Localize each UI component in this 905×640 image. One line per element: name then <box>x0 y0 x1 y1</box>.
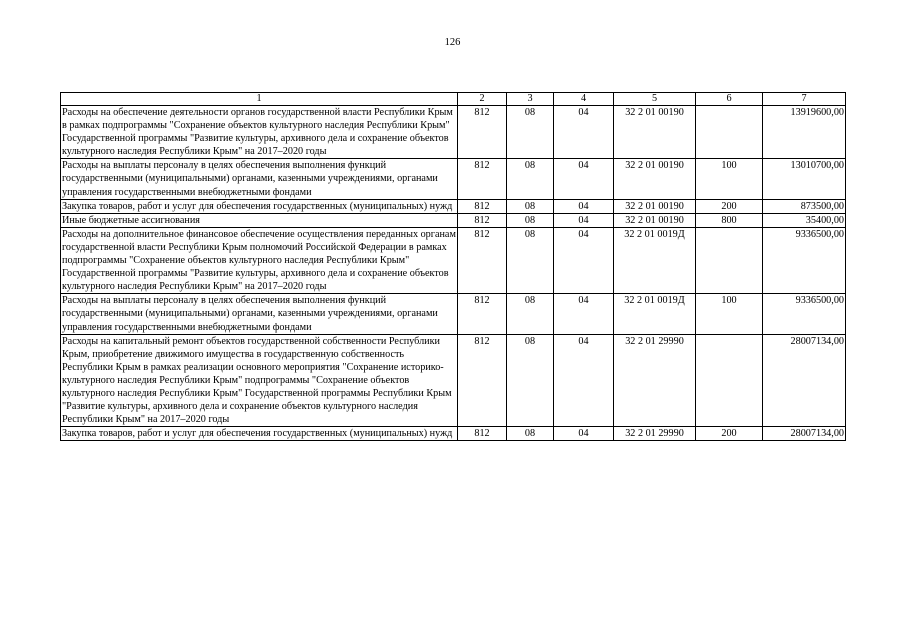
subsection-code: 04 <box>554 427 614 441</box>
table-row <box>61 213 846 227</box>
table-row <box>61 227 846 293</box>
table-row <box>61 159 846 199</box>
section-code: 08 <box>507 199 554 213</box>
target-article-code: 32 2 01 00190 <box>614 159 696 199</box>
amount: 35400,00 <box>763 213 846 227</box>
subsection-code: 04 <box>554 199 614 213</box>
header-col-7: 7 <box>763 93 846 106</box>
expense-name: Закупка товаров, работ и услуг для обеспечения государственных (муниципальных) нужд <box>61 199 458 213</box>
expense-name: Иные бюджетные ассигнования <box>61 213 458 227</box>
expense-type-code <box>696 334 763 427</box>
amount: 13010700,00 <box>763 159 846 199</box>
table-row <box>61 294 846 334</box>
subsection-code: 04 <box>554 227 614 293</box>
amount: 28007134,00 <box>763 334 846 427</box>
expense-name: Расходы на выплаты персоналу в целях обеспечения выполнения функций государственными (муниципальными) органами, казенными учреждениями, органами управления государственными внебюджетными фондами <box>61 294 458 334</box>
amount: 28007134,00 <box>763 427 846 441</box>
amount: 9336500,00 <box>763 227 846 293</box>
section-code: 08 <box>507 159 554 199</box>
ministry-code: 812 <box>458 159 507 199</box>
subsection-code: 04 <box>554 106 614 159</box>
ministry-code: 812 <box>458 334 507 427</box>
expense-name: Расходы на обеспечение деятельности органов государственной власти Республики Крым в рамках подпрограммы "Сохранение объектов культурного наследия Республики Крым" Государственной программы "Развитие культуры, архивного дела и сохранение объектов культурного наследия Республики Крым" на 2017–2020 годы <box>61 106 458 159</box>
amount: 9336500,00 <box>763 294 846 334</box>
subsection-code: 04 <box>554 294 614 334</box>
ministry-code: 812 <box>458 213 507 227</box>
expense-type-code <box>696 227 763 293</box>
expense-type-code: 100 <box>696 159 763 199</box>
header-col-3: 3 <box>507 93 554 106</box>
ministry-code: 812 <box>458 227 507 293</box>
header-col-1: 1 <box>61 93 458 106</box>
expense-type-code: 100 <box>696 294 763 334</box>
section-code: 08 <box>507 213 554 227</box>
header-col-4: 4 <box>554 93 614 106</box>
target-article-code: 32 2 01 0019Д <box>614 227 696 293</box>
subsection-code: 04 <box>554 334 614 427</box>
section-code: 08 <box>507 334 554 427</box>
ministry-code: 812 <box>458 427 507 441</box>
expense-name: Закупка товаров, работ и услуг для обеспечения государственных (муниципальных) нужд <box>61 427 458 441</box>
subsection-code: 04 <box>554 159 614 199</box>
ministry-code: 812 <box>458 106 507 159</box>
table-header-row <box>61 93 846 106</box>
table-row <box>61 106 846 159</box>
expense-name: Расходы на капитальный ремонт объектов государственной собственности Республики Крым, приобретение движимого имущества в государственную собственность Республики Крым в рамках реализации основного мероприятия "Сохранение историко-культурного наследия Республики Крым" подпрограммы "Сохранение объектов культурного наследия Республики Крым" Государственной программы Республики Крым "Развитие культуры, архивного дела и сохранение объектов культурного наследия Республики Крым" на 2017–2020 годы <box>61 334 458 427</box>
expense-name: Расходы на дополнительное финансовое обеспечение осуществления переданных органам государственной власти Республики Крым полномочий Российской Федерации в рамках подпрограммы "Сохранение объектов культурного наследия Республики Крым" Государственной программы "Развитие культуры, архивного дела и сохранение объектов культурного наследия Республики Крым" на 2017–2020 годы <box>62 228 456 293</box>
section-code: 08 <box>507 294 554 334</box>
page-number: 126 <box>444 37 461 48</box>
section-code: 08 <box>507 427 554 441</box>
expense-name: Расходы на выплаты персоналу в целях обеспечения выполнения функций государственными (муниципальными) органами, казенными учреждениями, органами управления государственными внебюджетными фондами <box>61 159 458 199</box>
header-col-5: 5 <box>614 93 696 106</box>
target-article-code: 32 2 01 00190 <box>614 199 696 213</box>
header-col-2: 2 <box>458 93 507 106</box>
expense-type-code <box>696 106 763 159</box>
subsection-code: 04 <box>554 213 614 227</box>
target-article-code: 32 2 01 00190 <box>614 106 696 159</box>
target-article-code: 32 2 01 0019Д <box>614 294 696 334</box>
header-col-6: 6 <box>696 93 763 106</box>
budget-table <box>60 92 846 441</box>
amount: 13919600,00 <box>763 106 846 159</box>
amount: 873500,00 <box>763 199 846 213</box>
section-code: 08 <box>507 106 554 159</box>
section-code: 08 <box>507 227 554 293</box>
expense-type-code: 200 <box>696 199 763 213</box>
expense-type-code: 800 <box>696 213 763 227</box>
table-row <box>61 334 846 427</box>
ministry-code: 812 <box>458 294 507 334</box>
ministry-code: 812 <box>458 199 507 213</box>
table-row <box>61 427 846 441</box>
table-row <box>61 199 846 213</box>
target-article-code: 32 2 01 29990 <box>614 334 696 427</box>
target-article-code: 32 2 01 00190 <box>614 213 696 227</box>
expense-type-code: 200 <box>696 427 763 441</box>
target-article-code: 32 2 01 29990 <box>614 427 696 441</box>
